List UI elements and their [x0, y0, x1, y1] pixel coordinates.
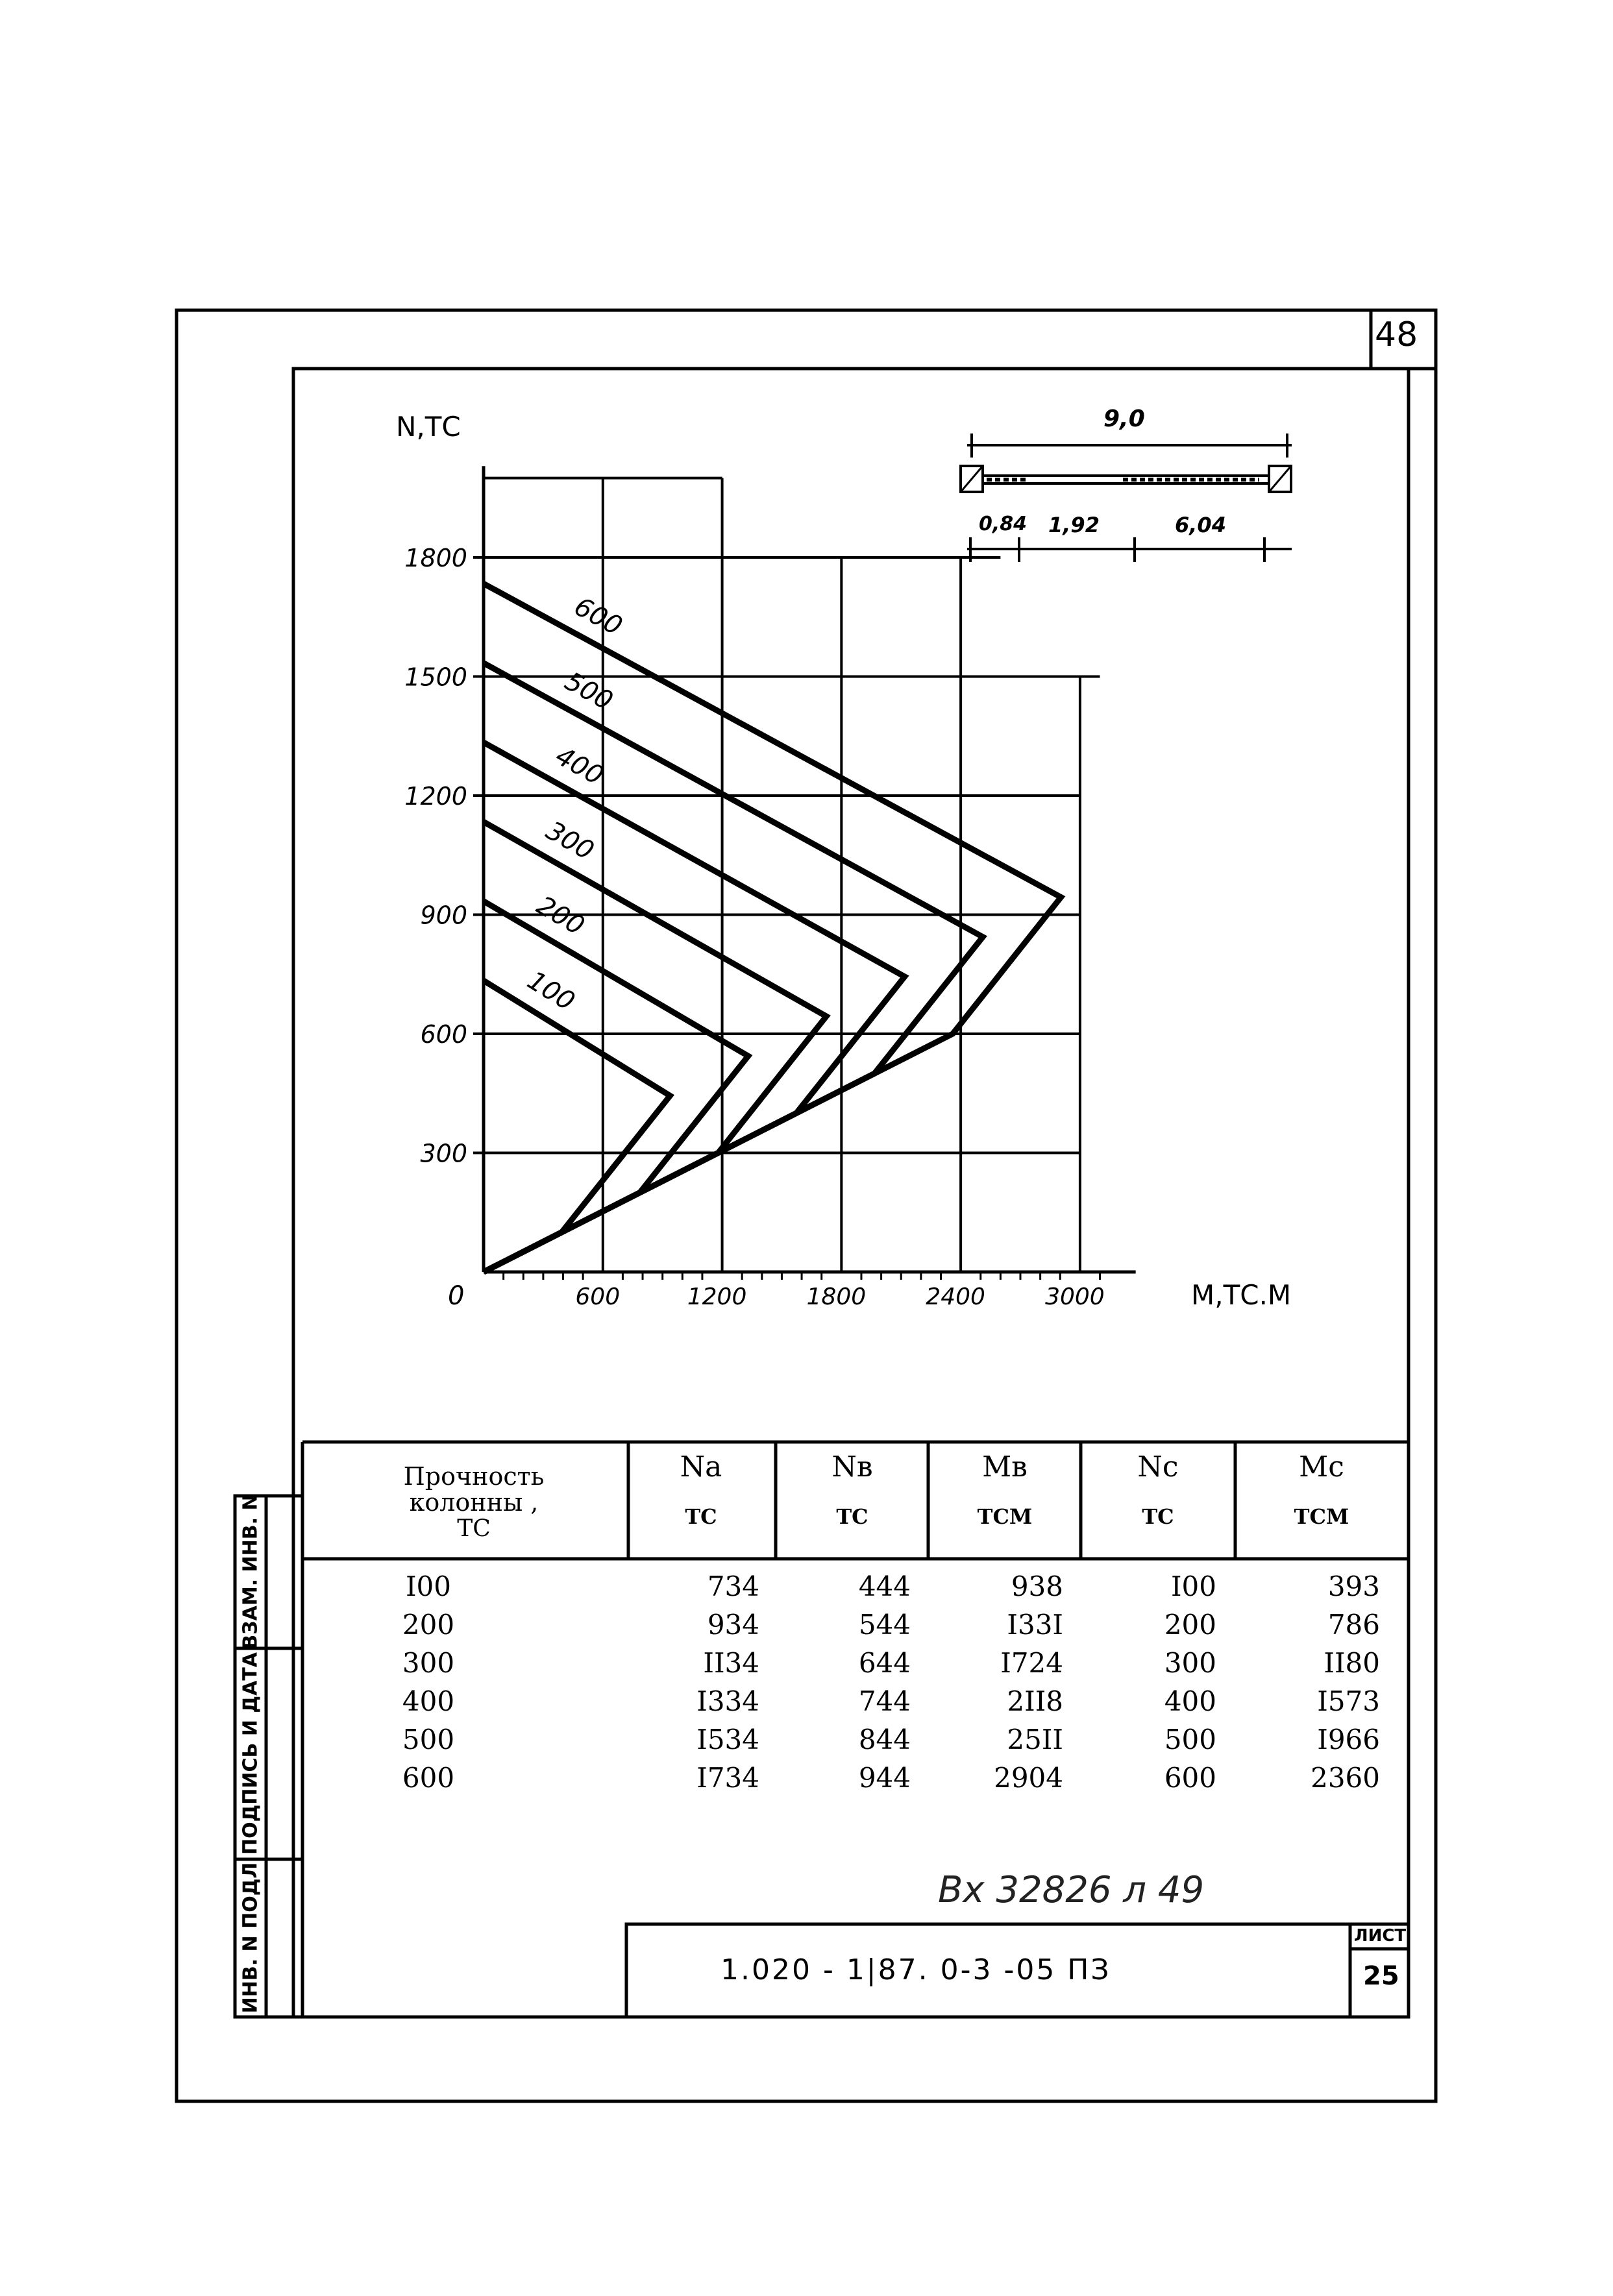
header-strength-unit: ТС: [457, 1515, 491, 1542]
y-tick-label: 300: [420, 1139, 467, 1168]
table-cell: 300: [1164, 1647, 1216, 1679]
curve-label-400: 400: [550, 740, 609, 792]
table-cell: I334: [696, 1685, 759, 1717]
y-tick-label: 1200: [404, 781, 467, 811]
table-cell: I534: [696, 1724, 759, 1755]
curve-300: [484, 822, 826, 1272]
sheet-value: 25: [1363, 1961, 1399, 1991]
sketch-dimension-1: 0,84: [979, 513, 1028, 535]
section-sketch: [961, 434, 1292, 562]
y-axis-title: N,ТС: [396, 411, 461, 443]
table-cell: 444: [858, 1570, 911, 1602]
table-cell: 500: [1164, 1724, 1216, 1755]
y-tick-label: 600: [420, 1020, 467, 1049]
sheet-number: 48: [1375, 315, 1418, 354]
curve-200: [484, 901, 748, 1272]
table-cell: 544: [858, 1609, 911, 1641]
table-cell: 734: [707, 1570, 759, 1602]
table-cell: I724: [1000, 1647, 1063, 1679]
table-row-strength: 600: [402, 1762, 455, 1794]
x-tick-label: 3000: [1045, 1284, 1105, 1310]
header-nc: Nc: [1137, 1450, 1179, 1484]
table-cell: 200: [1164, 1609, 1216, 1641]
handwritten-note: Вх 32826 л 49: [938, 1869, 1205, 1911]
x-tick-label: 2400: [926, 1284, 985, 1310]
curve-label-100: 100: [522, 965, 580, 1017]
curve-label-300: 300: [541, 815, 599, 866]
header-nv-unit: ТС: [836, 1504, 868, 1529]
table-cell: I00: [1170, 1570, 1216, 1602]
table-cell: I966: [1317, 1724, 1380, 1755]
x-tick-label: 1800: [806, 1284, 867, 1310]
outer-frame: [177, 310, 1436, 2101]
curve-label-200: 200: [531, 890, 590, 942]
curve-label-500: 500: [560, 666, 618, 716]
stamp-vzam-inv: ВЗАМ. ИНВ. N: [239, 1494, 262, 1650]
y-tick-label: 1800: [404, 543, 467, 572]
table-row-strength: 500: [402, 1724, 455, 1755]
table-cell: 944: [858, 1762, 911, 1794]
sketch-total-dimension: 9,0: [1103, 406, 1145, 432]
table-cell: I33I: [1007, 1609, 1063, 1641]
curve-100: [484, 981, 670, 1272]
table-cell: 934: [707, 1609, 759, 1641]
x-tick-label: 600: [575, 1284, 621, 1310]
table-cell: 938: [1011, 1570, 1063, 1602]
y-tick-label: 1500: [404, 663, 467, 692]
header-mc: Mc: [1299, 1450, 1344, 1484]
table-cell: I573: [1317, 1685, 1380, 1717]
table-cell: 400: [1164, 1685, 1216, 1717]
table-cell: 844: [858, 1724, 911, 1755]
x-tick-label: 1200: [687, 1284, 747, 1310]
table-cell: 393: [1327, 1570, 1380, 1602]
header-strength-title: Прочность колонны ,: [403, 1462, 545, 1517]
curve-label-600: 600: [569, 591, 628, 642]
table-cell: II80: [1324, 1647, 1380, 1679]
table-cell: I734: [696, 1762, 759, 1794]
x-axis-title: M,ТС.М: [1191, 1279, 1292, 1311]
table-cell: 786: [1327, 1609, 1380, 1641]
table-cell: 2II8: [1007, 1685, 1063, 1717]
origin-label: 0: [448, 1281, 465, 1311]
table-row-strength: 400: [402, 1685, 455, 1717]
table-cell: 644: [858, 1647, 911, 1679]
header-nc-unit: ТС: [1142, 1504, 1174, 1529]
header-mc-unit: ТСМ: [1294, 1504, 1349, 1529]
table-cell: II34: [703, 1647, 759, 1679]
document-code: 1.020 - 1|87. 0-3 -05 ПЗ: [720, 1953, 1111, 1986]
table-cell: 744: [858, 1685, 911, 1717]
table-row-strength: 200: [402, 1609, 455, 1641]
table-row-strength: I00: [405, 1570, 452, 1602]
sheet-label: ЛИСТ: [1354, 1926, 1407, 1946]
header-mv-unit: ТСМ: [977, 1504, 1033, 1529]
table-cell: 2904: [994, 1762, 1063, 1794]
sketch-dimension-2: 1,92: [1048, 513, 1100, 537]
y-tick-label: 900: [420, 901, 467, 930]
stamp-podpis-data: ПОДПИСЬ И ДАТА: [239, 1652, 262, 1855]
stamp-inv-podl: ИНВ. N ПОДЛ: [239, 1862, 262, 2014]
sketch-dimension-3: 6,04: [1175, 513, 1226, 537]
header-mv: Mв: [982, 1450, 1028, 1484]
table-row-strength: 300: [402, 1647, 455, 1679]
header-na: Na: [680, 1450, 722, 1484]
header-nv: Nв: [831, 1450, 873, 1484]
table-cell: 600: [1164, 1762, 1216, 1794]
header-na-unit: ТС: [685, 1504, 717, 1529]
table-cell: 2360: [1311, 1762, 1380, 1794]
table-cell: 25II: [1007, 1724, 1063, 1755]
